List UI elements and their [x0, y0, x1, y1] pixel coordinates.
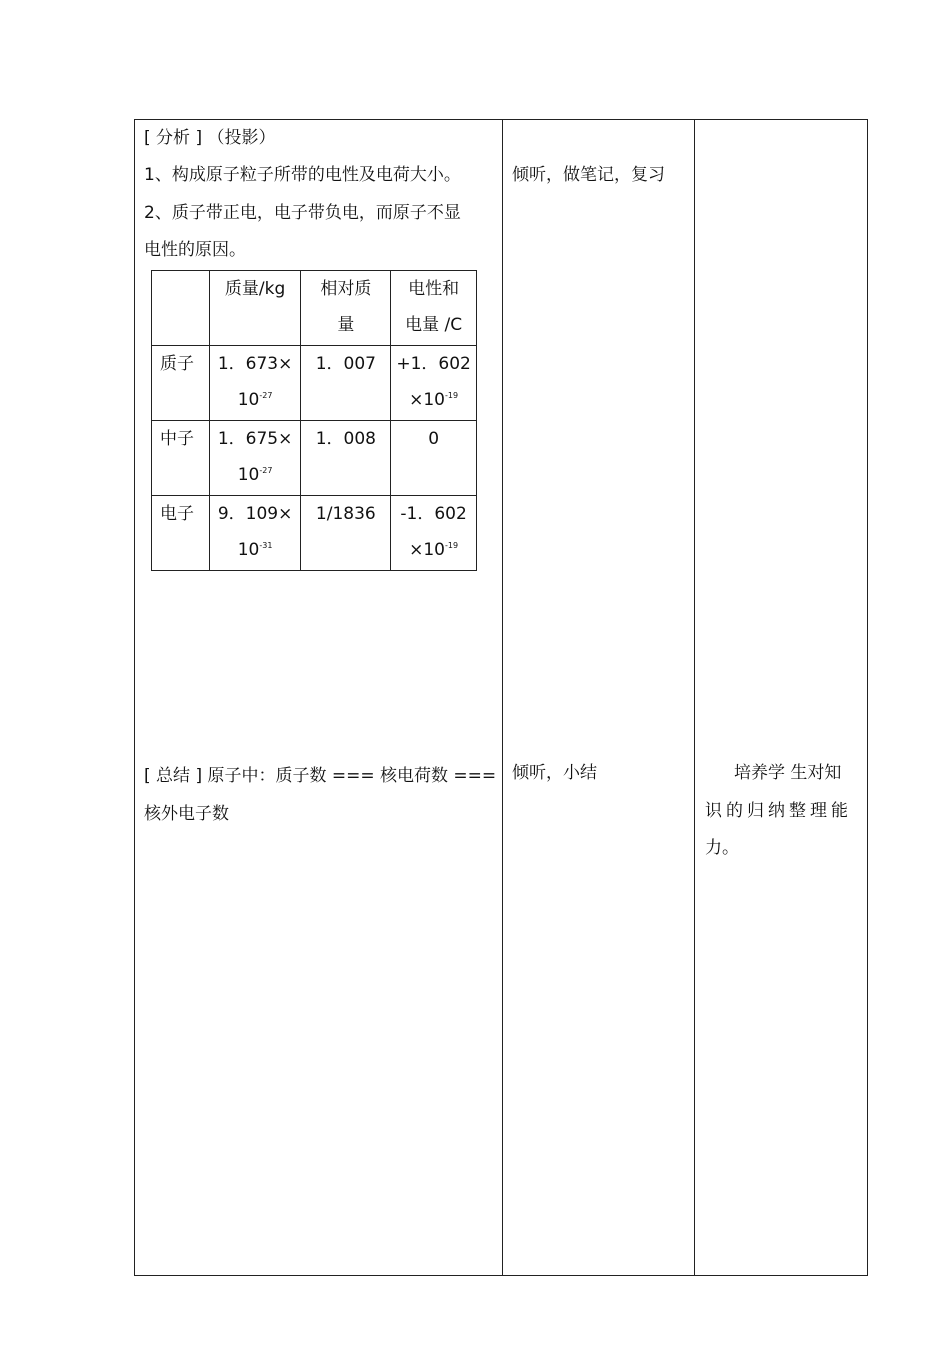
table-header-row [152, 271, 477, 346]
header-cell [152, 271, 210, 346]
header-cell: 电性和 电量 /C [391, 271, 477, 346]
mass-cell: 9．109× $10^{-31}$ [209, 496, 301, 571]
mass-cell: 1．673× $10^{-27}$ [209, 346, 301, 421]
column-divider [694, 120, 695, 1275]
point-1: 1、构成原子粒子所带的电性及电荷大小。 [144, 165, 461, 185]
column-divider [502, 120, 503, 1275]
table-row [152, 496, 477, 571]
relative-mass-cell: 1．007 [301, 346, 391, 421]
goal-line-3: 力。 [705, 838, 739, 858]
table-row [152, 346, 477, 421]
activity-2: 倾听，小结 [512, 763, 597, 783]
analysis-heading: [ 分析 ] （投影） [144, 128, 276, 148]
particle-table [151, 270, 477, 571]
goal-line-2: 识的归纳整理能 [705, 801, 852, 821]
summary-line-1: [ 总结 ] 原子中：质子数 === 核电荷数 === [144, 766, 497, 786]
mass-cell: 1．675× $10^{-27}$ [209, 421, 301, 496]
activity-1: 倾听，做笔记，复习 [512, 165, 665, 185]
point-2-line-2: 电性的原因。 [144, 240, 246, 260]
relative-mass-cell: 1/1836 [301, 496, 391, 571]
charge-cell: +1．602 $\times 10^{-19}$ [391, 346, 477, 421]
table-row [152, 421, 477, 496]
particle-name: 中子 [152, 421, 210, 496]
header-cell: 质量/kg [209, 271, 301, 346]
relative-mass-cell: 1．008 [301, 421, 391, 496]
summary-line-2: 核外电子数 [144, 804, 229, 824]
particle-name: 电子 [152, 496, 210, 571]
header-cell: 相对质 量 [301, 271, 391, 346]
goal-line-1: 培养学 生对知 [734, 763, 842, 783]
charge-cell: -1．602 $\times 10^{-19}$ [391, 496, 477, 571]
charge-cell: 0 [391, 421, 477, 496]
point-2-line-1: 2、质子带正电，电子带负电，而原子不显 [144, 203, 461, 223]
lesson-plan-table [134, 119, 868, 1276]
particle-name: 质子 [152, 346, 210, 421]
